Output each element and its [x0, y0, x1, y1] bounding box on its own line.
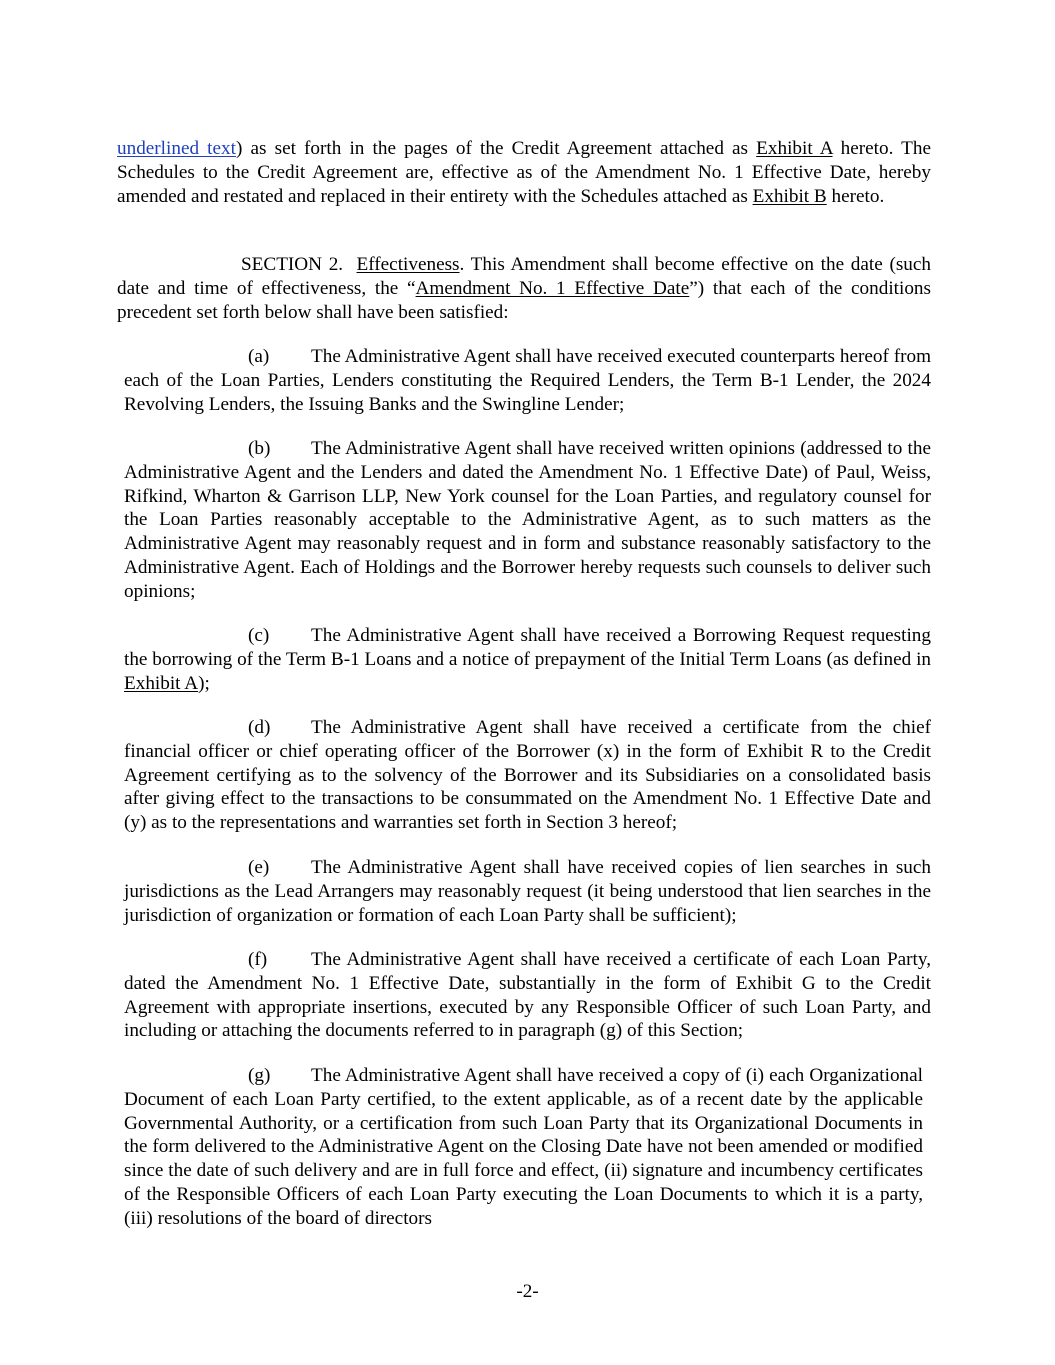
clause-g-text: The Administrative Agent shall have received a copy of (i) each Organizational Document of each Loan Party certified, to the extent applicable, as of a recent date by the applicable Governmental Authority, or a certification from such Loan Party that its Organizational Documents in the form delivered to the Administrative Agent on the Closing Date have not been amended or modified since the date of such delivery and are in full force and effect, (ii) signature and incumbency certificates of the Responsible Officers of each Loan Party executing the Loan Documents to which it is a party, (iii) resolutions of the board of directors	[124, 1065, 923, 1229]
underlined-text-link[interactable]: underlined text	[117, 138, 236, 159]
clause-d	[124, 716, 931, 835]
clause-c-exhibit-a: Exhibit A	[124, 672, 199, 694]
clause-d-label: (d)	[248, 717, 271, 738]
clause-g	[124, 1064, 923, 1231]
clause-c	[124, 624, 931, 695]
section-2-paragraph	[117, 253, 931, 324]
clause-f	[124, 948, 931, 1043]
clause-c-label: (c)	[248, 625, 270, 646]
page-number: -2-	[516, 1281, 539, 1302]
defined-term-effective-date: Amendment No. 1 Effective Date	[415, 277, 690, 299]
exhibit-a-reference: Exhibit A	[756, 138, 833, 159]
clause-e	[124, 856, 931, 927]
exhibit-b-reference: Exhibit B	[752, 185, 827, 207]
intro-text-1: ) as set forth in the pages of the Credit Agreement attached as	[235, 138, 757, 159]
clause-d-text: The Administrative Agent shall have received a certificate from the chief financial officer or chief operating officer of the Borrower (x) in the form of Exhibit R to the Credit Agreement certifying as to the solvency of the Borrower and its Subsidiaries on a consolidated basis after giving effect to the transactions to be consummated on the Amendment No. 1 Effective Date and (y) as to the representations and warranties set forth in Section 3 hereof;	[124, 717, 931, 834]
clause-f-label: (f)	[248, 949, 268, 970]
clause-f-text: The Administrative Agent shall have received a certificate of each Loan Party, dated the Amendment No. 1 Effective Date, substantially in the form of Exhibit G to the Credit Agreement with appropriate insertions, executed by any Responsible Officer of such Loan Party, and including or attaching the documents referred to in paragraph (g) of this Section;	[124, 949, 931, 1042]
intro-text-3: hereto.	[826, 185, 885, 207]
intro-text-2: hereto. The Schedules to the Credit Agreement are, effective as of the Amendment No. 1 Effective Date, hereby amended and restated and replaced in their entirety with the Schedules attached as	[117, 138, 932, 207]
section-2-text-2: ”) that each of the conditions precedent set forth below shall have been satisfied:	[117, 277, 931, 323]
clause-a-text: The Administrative Agent shall have received executed counterparts hereof from each of the Loan Parties, Lenders constituting the Required Lenders, the Term B-1 Lender, the 2024 Revolving Lenders, the Issuing Banks and the Swingline Lender;	[124, 346, 931, 415]
clause-c-text-1: The Administrative Agent shall have received a Borrowing Request requesting the borrowing of the Term B-1 Loans and a notice of prepayment of the Initial Term Loans (as defined in	[124, 625, 931, 670]
clause-a	[124, 345, 931, 416]
clause-g-label: (g)	[248, 1065, 271, 1086]
section-2-title: Effectiveness	[356, 254, 460, 275]
clause-b-text: The Administrative Agent shall have received written opinions (addressed to the Administrative Agent and the Lenders and dated the Amendment No. 1 Effective Date) of Paul, Weiss, Rifkind, Wharton & Garrison LLP, New York counsel for the Loan Parties, and regulatory counsel for the Loan Parties reasonably acceptable to the Administrative Agent, as to such matters as the Administrative Agent may reasonably request and in form and substance reasonably satisfactory to the Administrative Agent. Each of Holdings and the Borrower hereby requests such counsels to deliver such opinions;	[124, 438, 931, 602]
section-2-text-1: . This Amendment shall become effective on the date (such date and time of effectiveness, the “	[117, 254, 932, 299]
clause-b-label: (b)	[248, 438, 271, 459]
clause-e-text: The Administrative Agent shall have received copies of lien searches in such jurisdictions as the Lead Arrangers may reasonably request (it being understood that lien searches in the jurisdiction of organization or formation of each Loan Party shall be sufficient);	[124, 857, 931, 926]
intro-paragraph	[117, 137, 931, 208]
clause-c-text-2: );	[198, 672, 210, 694]
section-2-heading: SECTION 2.	[241, 254, 344, 275]
clause-b	[124, 437, 931, 604]
clause-a-label: (a)	[248, 346, 270, 367]
clause-e-label: (e)	[248, 857, 270, 878]
